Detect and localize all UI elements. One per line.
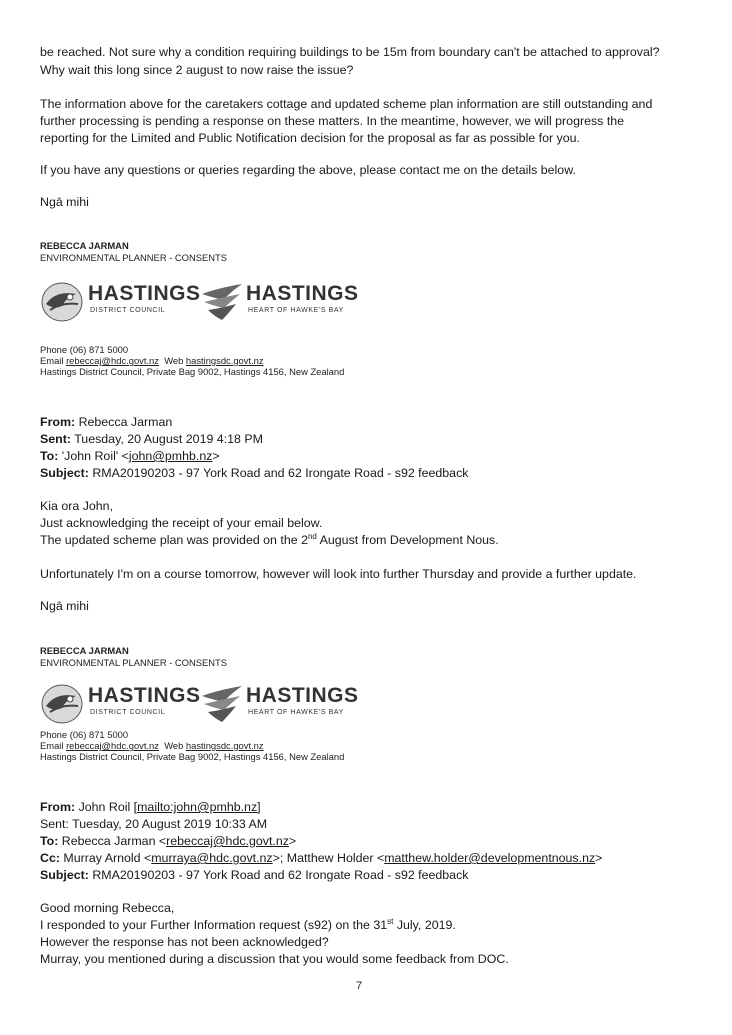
logo-wordmark: HASTINGS — [88, 684, 201, 707]
logo-wordmark: HASTINGS — [246, 282, 359, 305]
wing-emblem-icon — [198, 682, 246, 726]
signature-name: REBECCA JARMAN — [40, 645, 129, 656]
hastings-council-logo — [40, 682, 201, 726]
email-link[interactable]: rebeccaj@hdc.govt.nz — [66, 740, 159, 751]
email-sent: Sent: Tuesday, 20 August 2019 10:33 AM — [40, 817, 268, 831]
closing: Ngā mihi — [40, 599, 89, 613]
signature-role: ENVIRONMENTAL PLANNER - CONSENTS — [40, 252, 228, 263]
body-line: However the response has not been acknowledged? — [40, 935, 329, 949]
body-line: further processing is pending a response on these matters. In the meantime, however, we will progress the — [40, 114, 625, 128]
logo-wordmark: HASTINGS — [88, 282, 201, 305]
web-link[interactable]: hastingsdc.govt.nz — [185, 355, 264, 366]
web-link[interactable]: hastingsdc.govt.nz — [185, 740, 264, 751]
logo-subtitle: HEART OF HAWKE'S BAY — [248, 307, 344, 314]
council-emblem-icon — [40, 682, 86, 726]
closing: Ngā mihi — [40, 195, 89, 209]
signature-address: Hastings District Council, Private Bag 9002, Hastings 4156, New Zealand — [40, 751, 345, 762]
body-line: Unfortunately I'm on a course tomorrow, however will look into further Thursday and provide a further update. — [40, 567, 637, 581]
signature-phone: Phone (06) 871 5000 — [40, 344, 129, 355]
email-from: From: John Roil [mailto:john@pmhb.nz] — [40, 800, 261, 814]
mailto-link[interactable]: [mailto:john@pmhb.nz] — [133, 800, 261, 814]
body-line: If you have any questions or queries regarding the above, please contact me on the details below. — [40, 163, 576, 177]
signature-phone: Phone (06) 871 5000 — [40, 729, 129, 740]
body-line: reporting for the Limited and Public Notification decision for the proposal as far as possible for you. — [40, 131, 580, 145]
body-line: The updated scheme plan was provided on the 2nd August from Development Nous. — [40, 531, 499, 547]
email-sent: Sent: Tuesday, 20 August 2019 4:18 PM — [40, 432, 263, 446]
logo-subtitle: HEART OF HAWKE'S BAY — [248, 709, 344, 716]
body-line: Why wait this long since 2 august to now raise the issue? — [40, 63, 354, 77]
email-link[interactable]: matthew.holder@developmentnous.nz — [384, 851, 596, 865]
signature-role: ENVIRONMENTAL PLANNER - CONSENTS — [40, 657, 228, 668]
email-greeting: Kia ora John, — [40, 499, 114, 513]
email-subject: Subject: RMA20190203 - 97 York Road and 62 Irongate Road - s92 feedback — [40, 868, 469, 882]
body-line: The information above for the caretakers cottage and updated scheme plan information are still outstanding and — [40, 97, 653, 111]
body-line: I responded to your Further Information request (s92) on the 31st July, 2019. — [40, 916, 456, 932]
logo-wordmark: HASTINGS — [246, 684, 359, 707]
email-to: To: Rebecca Jarman <rebeccaj@hdc.govt.nz> — [40, 834, 297, 848]
body-line: be reached. Not sure why a condition requiring buildings to be 15m from boundary can't be attached to approval? — [40, 45, 660, 59]
wing-emblem-icon — [198, 280, 246, 324]
email-to: To: 'John Roil' <john@pmhb.nz> — [40, 449, 220, 463]
body-line: Just acknowledging the receipt of your email below. — [40, 516, 323, 530]
logo-subtitle: DISTRICT COUNCIL — [90, 709, 166, 716]
email-link[interactable]: rebeccaj@hdc.govt.nz — [66, 355, 159, 366]
hastings-heart-logo — [198, 682, 358, 726]
body-line: Murray, you mentioned during a discussion that you would some feedback from DOC. — [40, 952, 509, 966]
email-greeting: Good morning Rebecca, — [40, 901, 175, 915]
email-link[interactable]: murraya@hdc.govt.nz — [151, 851, 273, 865]
email-link[interactable]: rebeccaj@hdc.govt.nz — [166, 834, 289, 848]
signature-contact: Email rebeccaj@hdc.govt.nz Web hastingsdc.govt.nz — [40, 355, 264, 366]
page-number: 7 — [356, 980, 363, 992]
email-cc: Cc: Murray Arnold <murraya@hdc.govt.nz>; Matthew Holder <matthew.holder@developmentnous.nz> — [40, 851, 603, 865]
signature-contact: Email rebeccaj@hdc.govt.nz Web hastingsdc.govt.nz — [40, 740, 264, 751]
logo-subtitle: DISTRICT COUNCIL — [90, 307, 166, 314]
signature-address: Hastings District Council, Private Bag 9002, Hastings 4156, New Zealand — [40, 366, 345, 377]
council-emblem-icon — [40, 280, 86, 324]
hastings-heart-logo — [198, 280, 358, 324]
signature-name: REBECCA JARMAN — [40, 240, 129, 251]
email-subject: Subject: RMA20190203 - 97 York Road and 62 Irongate Road - s92 feedback — [40, 466, 469, 480]
hastings-council-logo — [40, 280, 201, 324]
email-from: From: Rebecca Jarman — [40, 415, 173, 429]
email-link[interactable]: john@pmhb.nz — [128, 449, 213, 463]
